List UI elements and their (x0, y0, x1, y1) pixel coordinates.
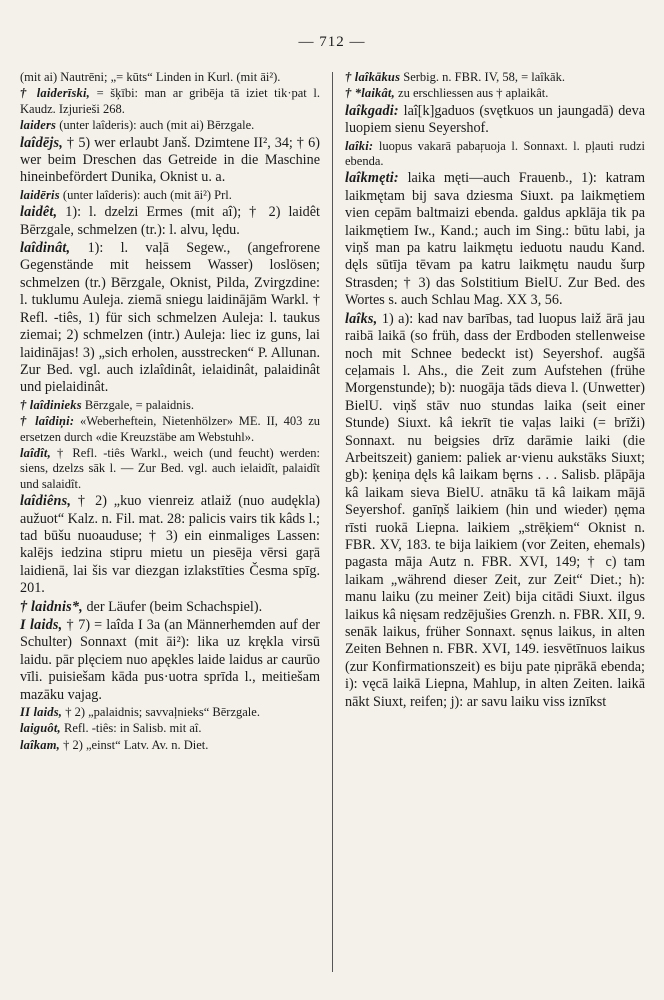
dictionary-entry (20, 118, 320, 133)
entry-text: † 2) „kuo vienreiz atlaiž (nuo audękla) aužuot“ Kalz. n. Fil. mat. 28: palicis vairs tik kâds l.; tad būšu nuoauduse; † 3) ein einmaliges Lassen: kalējs iedzina stipru mietu un piesēja vērsi gaŗā laidienā, lai šis var diezgan izlakstīties Česma spīg. 201. (20, 493, 320, 597)
entry-text: † 7) = laîda I 3a (an Männerhemden auf der Schulter) Sonnaxt (mit āi²): lika uz krękla virsū laidu. pār plęciem nuo apękles laide laidus ar caurūo vīli. puisiešam kāda pus·uotra sprīda l., meitiešam mazāku vajag. (20, 617, 320, 703)
dictionary-entry (345, 70, 645, 85)
entry-headword: † laîkākus (345, 70, 401, 84)
entry-text: «Weberheftein, Nietenhölzer» ME. II, 403 zu ersetzen durch «die Kreuzstäbe am Webstuhl». (20, 414, 321, 444)
entry-text: laika męti—auch Frauenb., 1): katram laikmętam bij sava dziesma Siuxt. pa laikmętiem vien cepām baltmaizi ebenda. galdus apklāja tik pa laikmętiem Iw., Kand.; auch im Sing.: būtu labi, ja viņš man pa katru laikmętu ieduotu naudu Kand. dęls sūtīja tēvam pa katru laikmętu naudu šurp Strasden; † 3) das Solstitium BielU. Zur Bed. des Wortes s. auch Schlau Mag. XX 3, 56. (345, 170, 646, 309)
dictionary-entry (20, 86, 320, 117)
entry-text: † 5) wer erlaubt Janš. Dzimtene II², 34; † 6) wer beim Dreschen das Getreide in die Maschine hineinbefördert Dunika, Oknist u. a. (20, 134, 321, 186)
dictionary-entry (20, 188, 320, 203)
entry-headword: laidêt, (20, 204, 58, 221)
entry-text: 1): l. vaļā Segew., (angefrorene Gegenstände mit heissem Wasser) loslösen; schmelzen (tr.) Bērzgale, Oknist, Pilda, Zvirgzdine: l. tuklumu Auleja. ziemā sniegu laidinājām Warkl. † Refl. -tiês, 1) für sich schmelzen Auleja: l. taukus ziemai; 2) schmelzen (intr.) Auleja: liec iz guns, lai laidinājas! 3) „sich erholen, ausstrecken“ P. Allunan. Zur Bed. vgl. auch izlaîdinât, ielaidinât, palaidinât und pielaidinât. (20, 240, 321, 396)
entry-text: der Läufer (beim Schachspiel). (86, 598, 263, 615)
entry-text: laî[k]gaduos (svętkuos un jaungadā) deva luopiem sienu Seyershof. (345, 102, 645, 137)
entry-headword: laîdiêns, (20, 493, 72, 510)
dictionary-entry (345, 86, 645, 101)
entry-headword: † *laikât, (345, 86, 395, 101)
page-number: — 712 — (298, 34, 366, 50)
entry-headword: † laiderīski, (20, 86, 90, 101)
entry-text: Serbig. n. FBR. IV, 58, = laîkāk. (403, 70, 565, 84)
entry-text: (mit ai) Nautrēni; „= kūts“ Linden in Kurl. (mit āi²). (20, 70, 281, 84)
dictionary-entry (345, 311, 645, 711)
entry-text: (unter laîderis): auch (mit ai) Bērzgale. (59, 118, 255, 133)
entry-text: 1): l. dzelzi Ermes (mit aî); † 2) laidêt Bērzgale, schmelzen (tr.): l. alvu, lędu. (20, 204, 320, 238)
right-column (345, 70, 645, 712)
entry-text: Bērzgale, = palaidnis. (84, 397, 195, 412)
entry-headword: laîdît, (20, 445, 51, 460)
dictionary-entry (20, 705, 320, 720)
dictionary-entry (20, 617, 320, 704)
dictionary-entry (20, 135, 320, 187)
entry-headword: laiguôt, (20, 721, 61, 736)
dictionary-entry (20, 599, 320, 616)
entry-headword: laîdējs, (20, 134, 63, 151)
entry-headword: II laids, (20, 705, 63, 720)
left-column (20, 70, 320, 754)
dictionary-entry (345, 170, 645, 309)
dictionary-entry (345, 103, 645, 138)
dictionary-entry (20, 446, 320, 492)
entry-text: Refl. -tiês: in Salisb. mit aî. (63, 721, 202, 736)
entry-headword: † laidnis*, (20, 598, 83, 615)
entry-headword: laîkgadi: (345, 102, 399, 119)
entry-headword: † laîdiņi: (20, 414, 75, 429)
entry-text: † 2) „palaidnis; savvaļnieks“ Bērzgale. (65, 705, 260, 720)
dictionary-entry (20, 493, 320, 597)
entry-headword: laîdinât, (20, 240, 71, 257)
dictionary-entry (20, 738, 320, 753)
dictionary-entry (20, 70, 320, 85)
dictionary-entry (345, 139, 645, 170)
entry-text: (unter laîderis): auch (mit āi²) Prl. (62, 187, 232, 202)
entry-text: † 2) „einst“ Latv. Av. n. Diet. (63, 737, 209, 752)
entry-text: † Refl. -tiês Warkl., weich (und feucht) werden: siens, dzelzs sāk l. — Zur Bed. vgl. auch ielaidît, palaidît und salaidît. (20, 445, 320, 491)
entry-headword: laidēris (20, 187, 60, 202)
entry-headword: laîkam, (20, 737, 60, 752)
dictionary-entry (20, 414, 320, 445)
entry-text: luopus vakarā pabaŗuoja l. Sonnaxt. l. pļauti rudzi ebenda. (345, 138, 645, 169)
entry-headword: laiders (20, 118, 57, 133)
entry-headword: laîki: (345, 138, 374, 153)
entry-headword: laîks, (345, 310, 378, 327)
entry-headword: laîkmęti: (345, 170, 399, 187)
column-divider (332, 72, 333, 972)
dictionary-entry (20, 240, 320, 397)
entry-headword: I laids, (20, 617, 63, 633)
entry-text: 1) a): kad nav barības, tad luopus laiž ārā jau raibā laikā (so früh, dass der Erdboden stellenweise noch mit Schnee bedeckt ist) Seyershof. augšā ceļamais l. Ahs., die Zeit zum Aufstehen (frühe Morgenstunde); b): nuogāja tāds dieva l. (Unwetter) BielU. viņš stāv nuo stundas laika (seit einer Stunde) Siuxt. kâ iekrīt tie vaļas laiki (= brīži) Sonnaxt. nu beigsies drīz darāmie laiki (die Arbeitszeit) ganiem: paliek ar·vienu aukstāks Siuxt; gb): ķeniņa dęls kâ laikam bęrns . . . Salisb. plāpāja kâ laikam sieva BielU. atnāku tā kâ laikam mājā Seyershof. ganīņš laikiem (hin und wieder) ņęma rīsti ruokā Liepna. laikiem „strēķiem“ Oknist n. FBR. XV, 183. te bija laikiem (vor Zeiten, ehemals) pagasta māja Autz n. FBR. XVI, 149; † c) tam laikam „während dieser Zeit, zur Zeit“ Diet.; h): manu laiku (zu meiner Zeit) bija citādi Siuxt. ilgus laikus kâ nięsam redzējušies Grenzh. n. FBR. XII, 9. senāk laikus, früher Sonnaxt. sęnus laikus, in alten Zeiten Behnen n. FBR. XVI, 149. iesvētīnuos laikus (zur Konfirmationszeit) es biju pate ņiprākā ebenda; i): vęcā laikā Liepna, Mahlup, in alten Zeiten. laikā nākt Siuxt, reifen; j): ar savu laiku viss iznīkst (345, 310, 645, 710)
entry-text: = šķībi: man ar gribēja tā iziet tik·pat l. Kaudz. Izjurieši 268. (20, 86, 320, 116)
dictionary-entry (20, 721, 320, 736)
entry-text: zu erschliessen aus † aplaikât. (398, 86, 549, 101)
entry-headword: † laîdinieks (20, 397, 82, 412)
dictionary-entry (20, 398, 320, 413)
dictionary-entry (20, 204, 320, 239)
